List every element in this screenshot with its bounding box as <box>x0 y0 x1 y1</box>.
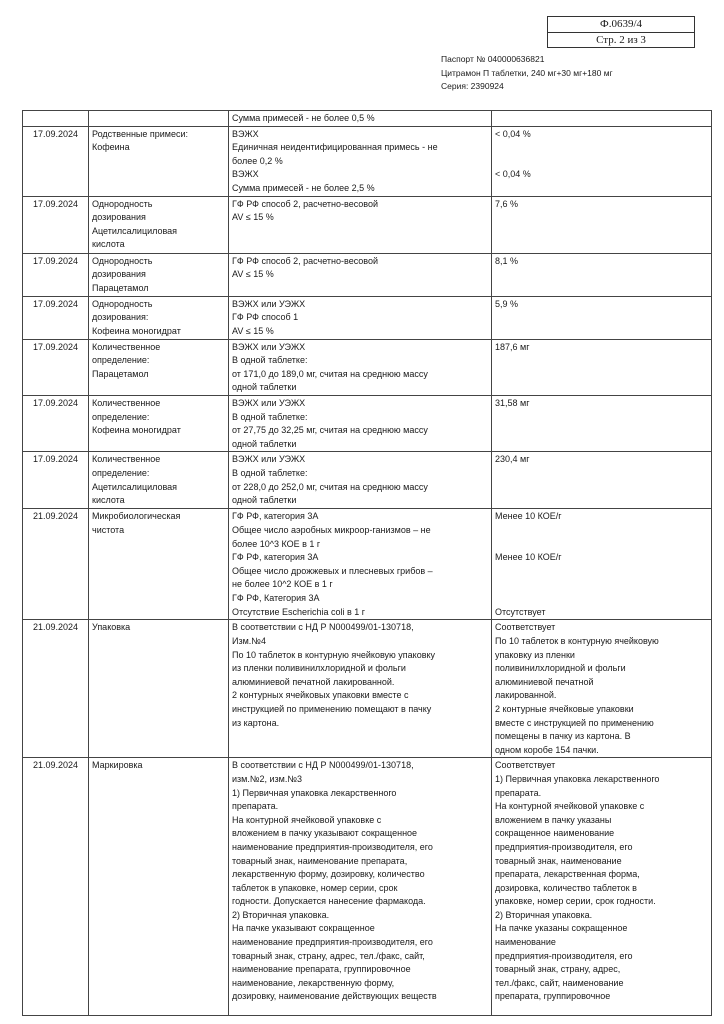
row-date: 21.09.2024 <box>23 620 89 758</box>
row-date: 17.09.2024 <box>23 296 89 339</box>
row-date: 21.09.2024 <box>23 509 89 620</box>
row-result: 7,6 % <box>492 196 712 253</box>
row-result: 31,58 мг <box>492 395 712 451</box>
passport-block <box>441 53 711 94</box>
row-method: ВЭЖХ Единичная неидентифицированная примесь - не более 0,2 % ВЭЖХ Сумма примесей - не более 2,5 % <box>229 126 492 196</box>
row-date: 17.09.2024 <box>23 253 89 296</box>
row-date: 17.09.2024 <box>23 452 89 509</box>
row-date: 17.09.2024 <box>23 395 89 451</box>
row-result: 8,1 % <box>492 253 712 296</box>
row-result: 230,4 мг <box>492 452 712 509</box>
form-code-box <box>547 16 695 48</box>
row-result: < 0,04 % < 0,04 % <box>492 126 712 196</box>
table-row <box>23 620 712 758</box>
row-parameter: Микробиологическая чистота <box>89 509 229 620</box>
row-result: Менее 10 КОЕ/г Менее 10 КОЕ/г Отсутствует <box>492 509 712 620</box>
table-row <box>23 452 712 509</box>
row-method: ВЭЖХ или УЭЖХ В одной таблетке: от 228,0 до 252,0 мг, считая на среднюю массу одной таблетки <box>229 452 492 509</box>
table-row <box>23 111 712 127</box>
test-results-table <box>22 110 712 1016</box>
form-code: Ф.0639/4 <box>548 17 694 33</box>
row-method: ВЭЖХ или УЭЖХ В одной таблетке: от 171,0 до 189,0 мг, считая на среднюю массу одной таблетки <box>229 339 492 395</box>
table-row <box>23 253 712 296</box>
row-method: В соответствии с НД Р N000499/01-130718, Изм.№4 По 10 таблеток в контурную ячейковую упаковку из пленки поливинилхлоридной и фольги алюминиевой печатной лакированной. 2 контурных ячейковых упаковки вместе с инструкцией по применению помещают в пачку из картона. <box>229 620 492 758</box>
row-date: 17.09.2024 <box>23 339 89 395</box>
row-parameter: Однородность дозирования Парацетамол <box>89 253 229 296</box>
row-result: Соответствует По 10 таблеток в контурную ячейковую упаковку из пленки поливинилхлоридной и фольги алюминиевой печатной лакированной. 2 контурные ячейковые упаковки вместе с инструкцией по применению помещены в пачку из картона. В одном коробе 154 пачки. <box>492 620 712 758</box>
row-parameter: Маркировка <box>89 758 229 1016</box>
row-method: В соответствии с НД Р N000499/01-130718, изм.№2, изм.№3 1) Первичная упаковка лекарственного препарата. На контурной ячейковой упаковке с вложением в пачку указывают сокращенное наименование предприятия-производителя, его товарный знак, наименование препарата, лекарственную форму, дозировку, количество таблеток в упаковке, номер серии, срок годности. Допускается нанесение фармакода. 2) Вторичная упаковка. На пачке указывают сокращенное наименование предприятия-производителя, его товарный знак, страну, адрес, тел./факс, сайт, наименование препарата, группировочное наименование, лекарственную форму, дозировку, наименование действующих веществ <box>229 758 492 1016</box>
row-method: ГФ РФ, категория 3А Общее число аэробных микроор-ганизмов – не более 10^3 КОЕ в 1 г ГФ РФ, категория 3А Общее число дрожжевых и плесневых грибов – не более 10^2 КОЕ в 1 г ГФ РФ, Категория 3А Отсутствие Escherichia coli в 1 г <box>229 509 492 620</box>
row-date: 17.09.2024 <box>23 126 89 196</box>
row-parameter: Однородность дозирования Ацетилсалициловая кислота <box>89 196 229 253</box>
row-result <box>492 111 712 127</box>
row-result: Соответствует 1) Первичная упаковка лекарственного препарата. На контурной ячейковой упаковке с вложением в пачку указаны сокращенное наименование предприятия-производителя, его товарный знак, наименование препарата, лекарственная форма, дозировка, количество таблеток в упаковке, номер серии, срок годности. 2) Вторичная упаковка. На пачке указаны сокращенное наименование предприятия-производителя, его товарный знак, страну, адрес, тел./факс, сайт, наименование препарата, группировочное <box>492 758 712 1016</box>
row-method: ВЭЖХ или УЭЖХ В одной таблетке: от 27,75 до 32,25 мг, считая на среднюю массу одной таблетки <box>229 395 492 451</box>
row-parameter <box>89 111 229 127</box>
page-number: Стр. 2 из 3 <box>596 34 646 46</box>
row-parameter: Количественное определение: Кофеина моногидрат <box>89 395 229 451</box>
row-date: 21.09.2024 <box>23 758 89 1016</box>
row-parameter: Однородность дозирования: Кофеина моногидрат <box>89 296 229 339</box>
table-row <box>23 126 712 196</box>
row-method: ВЭЖХ или УЭЖХ ГФ РФ способ 1 AV ≤ 15 % <box>229 296 492 339</box>
product-name: Цитрамон П таблетки, 240 мг+30 мг+180 мг <box>441 67 613 78</box>
table-row <box>23 758 712 1016</box>
row-method: ГФ РФ способ 2, расчетно-весовой AV ≤ 15 % <box>229 253 492 296</box>
row-date: 17.09.2024 <box>23 196 89 253</box>
table-row <box>23 509 712 620</box>
row-parameter: Количественное определение: Парацетамол <box>89 339 229 395</box>
row-result: 5,9 % <box>492 296 712 339</box>
table-row <box>23 339 712 395</box>
row-parameter: Упаковка <box>89 620 229 758</box>
series-number: Серия: 2390924 <box>441 81 504 91</box>
table-row <box>23 395 712 451</box>
row-result: 187,6 мг <box>492 339 712 395</box>
table-row <box>23 196 712 253</box>
row-method: ГФ РФ способ 2, расчетно-весовой AV ≤ 15 % <box>229 196 492 253</box>
table-row <box>23 296 712 339</box>
passport-number: Паспорт № 040000636821 <box>441 54 545 64</box>
row-parameter: Родственные примеси: Кофеина <box>89 126 229 196</box>
row-date <box>23 111 89 127</box>
row-method: Сумма примесей - не более 0,5 % <box>229 111 492 127</box>
row-parameter: Количественное определение: Ацетилсалициловая кислота <box>89 452 229 509</box>
